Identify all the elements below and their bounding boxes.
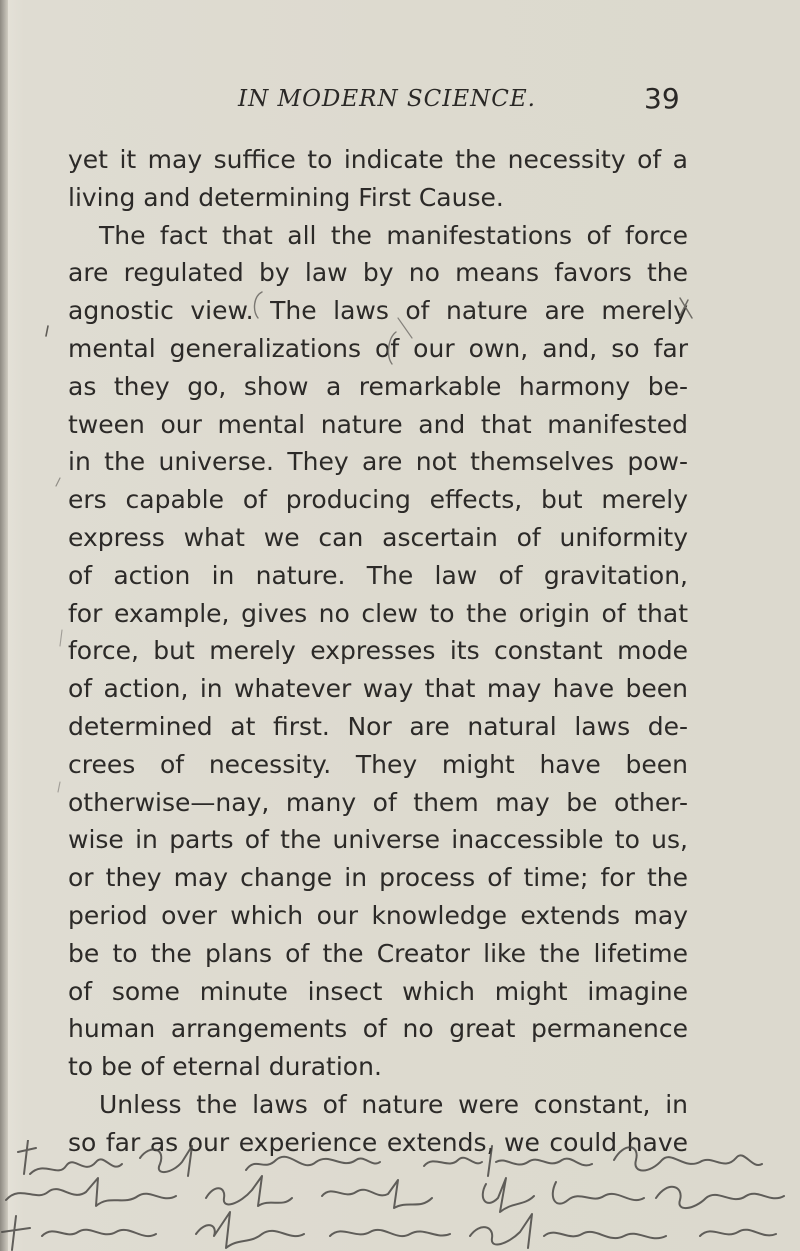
handwriting-stroke [700, 1230, 776, 1236]
page-gutter-shadow [0, 0, 8, 1251]
handwriting-stroke [544, 1232, 666, 1238]
text-line: mental generalizations of our own, and, so far [68, 333, 688, 363]
handwriting-stroke [330, 1230, 450, 1236]
text-line: of action, in whatever way that may have been [68, 674, 688, 704]
handwriting-stroke [42, 1230, 156, 1236]
handwriting-stroke [483, 1178, 534, 1212]
handwriting-stroke [470, 1214, 532, 1248]
handwriting-stroke [488, 1146, 592, 1176]
handwriting-stroke [2, 1216, 30, 1250]
handwriting-stroke [246, 1157, 380, 1170]
text-line: for example, gives no clew to the origin of that [68, 598, 688, 628]
text-line: The fact that all the manifestations of force [99, 220, 688, 250]
text-line: to be of eternal duration. [68, 1052, 382, 1082]
text-line: express what we can ascertain of uniformity [68, 522, 688, 552]
pencil-tick-mark [46, 326, 48, 336]
handwriting-stroke [140, 1146, 192, 1176]
pencil-tick-mark [56, 478, 60, 486]
text-line: be to the plans of the Creator like the lifetime [68, 938, 688, 968]
text-line: otherwise—nay, many of them may be other- [68, 787, 688, 817]
text-line: ers capable of producing effects, but merely [68, 485, 688, 515]
pencil-tick-mark [58, 782, 60, 792]
text-line: so far as our experience extends, we could have [68, 1127, 688, 1157]
text-line: determined at first. Nor are natural laws de- [68, 711, 688, 741]
running-title: IN MODERN SCIENCE. [238, 86, 536, 112]
text-line: force, but merely expresses its constant mode [68, 636, 688, 666]
text-line: agnostic view. The laws of nature are merely [68, 296, 688, 326]
handwriting-stroke [206, 1176, 292, 1206]
text-line: are regulated by law by no means favors the [68, 258, 688, 288]
text-line: or they may change in process of time; for the [68, 863, 688, 893]
page-number: 39 [644, 82, 680, 115]
body-text [68, 141, 688, 1162]
text-line: wise in parts of the universe inaccessible to us, [68, 825, 688, 855]
text-line: living and determining First Cause. [68, 182, 504, 212]
handwriting-stroke [424, 1158, 482, 1166]
handwriting-stroke [30, 1159, 122, 1174]
text-line: yet it may suffice to indicate the necessity of a [68, 145, 688, 174]
text-line: as they go, show a remarkable harmony be- [68, 371, 688, 401]
text-line: human arrangements of no great permanence [68, 1014, 688, 1044]
text-line: period over which our knowledge extends may [68, 900, 688, 930]
handwriting-stroke [18, 1140, 36, 1174]
text-line: of action in nature. The law of gravitation, [68, 560, 688, 590]
handwriting-stroke [614, 1147, 762, 1170]
pencil-tick-mark [60, 630, 62, 646]
handwriting-stroke [6, 1178, 176, 1206]
handwritten-scrawl [0, 1140, 800, 1251]
text-line: crees of necessity. They might have been [68, 749, 688, 779]
running-head [0, 82, 800, 122]
handwriting-stroke [322, 1180, 432, 1208]
text-line: Unless the laws of nature were constant, in [99, 1089, 688, 1119]
text-line: in the universe. They are not themselves pow- [68, 447, 688, 477]
handwriting-stroke [656, 1187, 784, 1208]
text-line: tween our mental nature and that manifested [68, 409, 688, 439]
text-line: of some minute insect which might imagine [68, 976, 688, 1006]
handwriting-stroke [196, 1212, 304, 1248]
handwriting-stroke [553, 1182, 644, 1204]
